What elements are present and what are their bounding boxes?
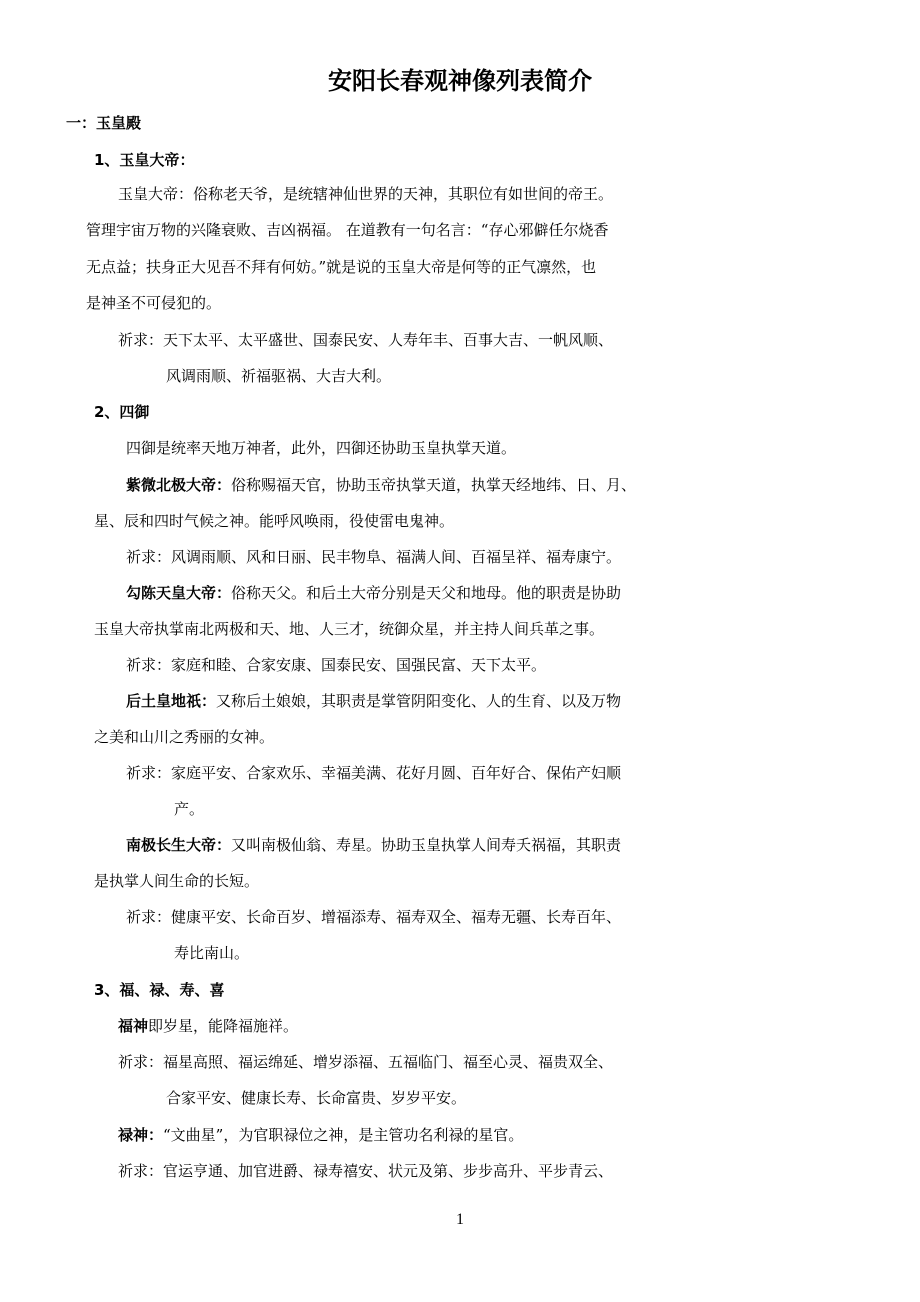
god-entry-gouchen bbox=[126, 583, 621, 603]
prayer-line: 风调雨顺、祈福驱祸、大吉大利。 bbox=[166, 367, 392, 385]
prayer-line: 祈求：福星高照、福运绵延、增岁添福、五福临门、福至心灵、福贵双全、 bbox=[118, 1053, 614, 1071]
prayer-label: 祈求： bbox=[118, 331, 164, 349]
prayer-line: 产。 bbox=[174, 800, 205, 818]
paragraph-line: 玉皇大帝执掌南北两极和天、地、人三才，统御众星，并主持人间兵革之事。 bbox=[94, 620, 605, 638]
prayer-text: 天下太平、太平盛世、国泰民安、人寿年丰、百事大吉、一帆风顺、 bbox=[163, 331, 614, 349]
paragraph-line: 四御是统率天地万神者，此外，四御还协助玉皇执掌天道。 bbox=[126, 439, 517, 457]
god-entry-lushen bbox=[118, 1125, 523, 1145]
page-title: 安阳长春观神像列表简介 bbox=[328, 67, 592, 95]
god-name: 后土皇地祇： bbox=[126, 692, 217, 710]
paragraph-line: 是神圣不可侵犯的。 bbox=[86, 294, 222, 312]
god-description: 即岁星，能降福施祥。 bbox=[148, 1017, 299, 1035]
god-description: 俗称天父。和后土大帝分别是天父和地母。他的职责是协助 bbox=[231, 584, 622, 602]
god-description: 俗称赐福天官，协助玉帝执掌天道，执掌天经地纬、日、月、 bbox=[231, 476, 637, 494]
subheading-siyu: 2、四御 bbox=[94, 403, 150, 421]
page-number: 1 bbox=[456, 1211, 464, 1228]
god-name: 禄神： bbox=[118, 1126, 164, 1144]
prayer-line: 祈求：健康平安、长命百岁、增福添寿、福寿双全、福寿无疆、长寿百年、 bbox=[126, 908, 622, 926]
prayer-line bbox=[118, 330, 613, 350]
paragraph-line: 玉皇大帝：俗称老天爷，是统辖神仙世界的天神，其职位有如世间的帝王。 bbox=[118, 185, 614, 203]
subheading-fu-lu-shou-xi: 3、福、禄、寿、喜 bbox=[94, 981, 225, 999]
god-entry-houtu bbox=[126, 691, 621, 711]
paragraph-line: 之美和山川之秀丽的女神。 bbox=[94, 728, 275, 746]
paragraph-line: 星、辰和四时气候之神。能呼风唤雨，役使雷电鬼神。 bbox=[94, 512, 455, 530]
god-description: 又叫南极仙翁、寿星。协助玉皇执掌人间寿夭祸福，其职责 bbox=[231, 836, 622, 854]
paragraph-line: 管理宇宙万物的兴隆衰败、吉凶祸福。 在道教有一句名言：“存心邪僻任尔烧香 bbox=[86, 221, 609, 239]
god-description: 又称后土娘娘，其职责是掌管阴阳变化、人的生育、以及万物 bbox=[216, 692, 622, 710]
subheading-yuhuang-dadi: 1、玉皇大帝： bbox=[94, 151, 195, 169]
god-entry-nanji bbox=[126, 835, 621, 855]
section-heading-yuhuangdian: 一：玉皇殿 bbox=[66, 114, 142, 132]
god-description: “文曲星”，为官职禄位之神，是主管功名利禄的星官。 bbox=[163, 1126, 524, 1144]
prayer-line: 祈求：家庭平安、合家欢乐、幸福美满、花好月圆、百年好合、保佑产妇顺 bbox=[126, 764, 622, 782]
god-name: 紫微北极大帝： bbox=[126, 476, 232, 494]
paragraph-line: 无点益；扶身正大见吾不拜有何妨。”就是说的玉皇大帝是何等的正气凛然，也 bbox=[86, 258, 597, 276]
god-name: 勾陈天皇大帝： bbox=[126, 584, 232, 602]
prayer-line: 寿比南山。 bbox=[174, 944, 250, 962]
prayer-line: 合家平安、健康长寿、长命富贵、岁岁平安。 bbox=[166, 1089, 467, 1107]
prayer-line: 祈求：家庭和睦、合家安康、国泰民安、国强民富、天下太平。 bbox=[126, 656, 547, 674]
paragraph-line: 是执掌人间生命的长短。 bbox=[94, 872, 260, 890]
god-entry-ziwei bbox=[126, 475, 636, 495]
prayer-line: 祈求：风调雨顺、风和日丽、民丰物阜、福满人间、百福呈祥、福寿康宁。 bbox=[126, 548, 622, 566]
prayer-line: 祈求：官运亨通、加官进爵、禄寿禧安、状元及第、步步高升、平步青云、 bbox=[118, 1162, 614, 1180]
god-name: 南极长生大帝： bbox=[126, 836, 232, 854]
god-name: 福神 bbox=[118, 1017, 149, 1035]
god-entry-fushen bbox=[118, 1016, 298, 1036]
